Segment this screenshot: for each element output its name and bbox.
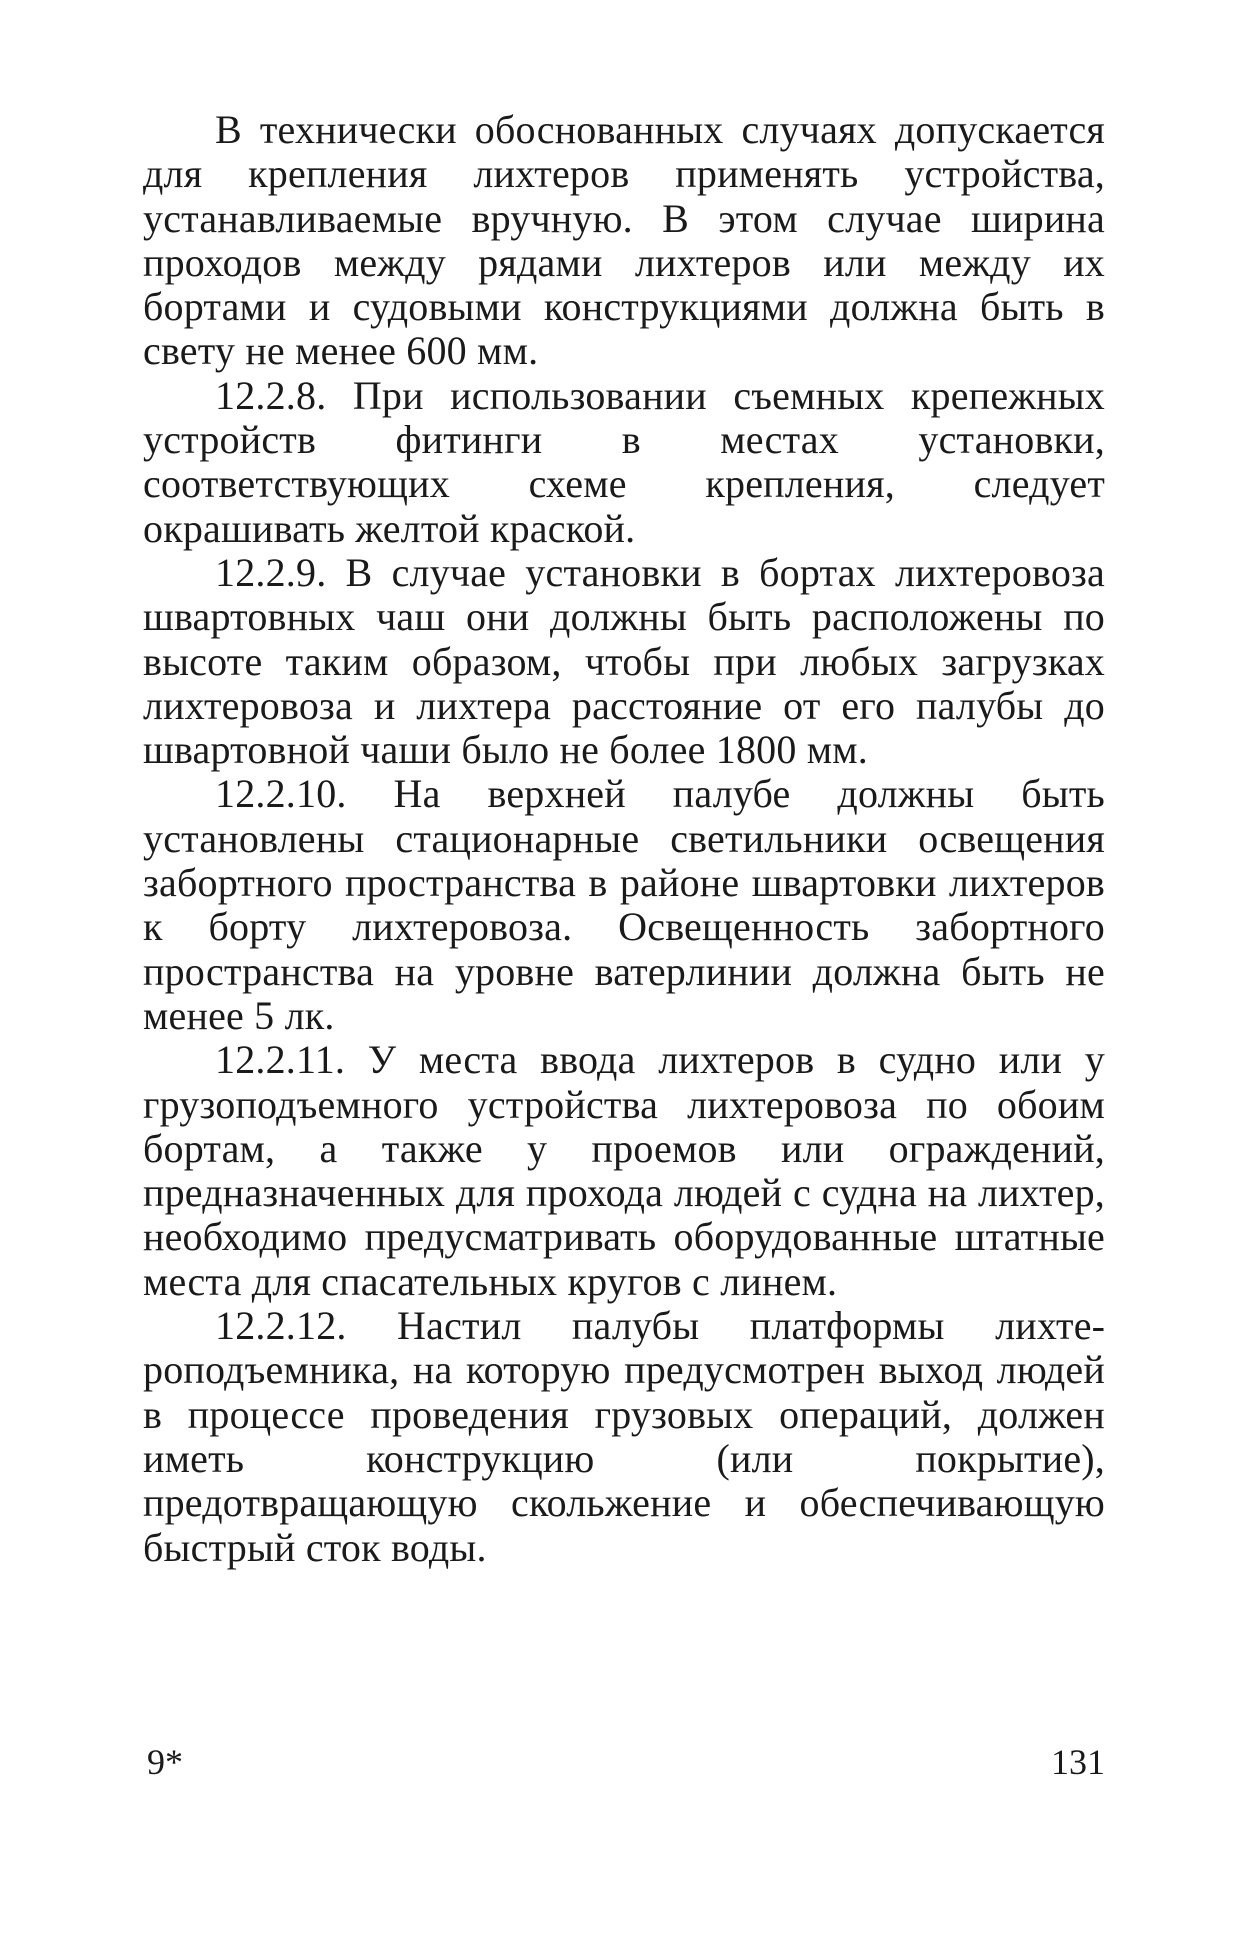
- paragraph-12-2-9: 12.2.9. В случае установки в бортах лихтеровоза швартовных чаш они должны быть расположены по высоте таким образом, чтобы при любых загрузках лихтеровоза и лихтера расстояние от его палубы до швартовной чаши было не более 1800 мм.: [143, 549, 1105, 773]
- paragraph-12-2-10: 12.2.10. На верхней палубе должны быть установлены стационарные светильники освещения забортного пространства в районе швартовки лихтеров к борту лихтеровоза. Освещенность забортного пространства на уровне ватерлинии должна быть не менее 5 лк.: [143, 771, 1105, 1038]
- paragraph-12-2-12: 12.2.12. Настил палубы платформы лихтероподъемника, на которую предусмотрен выход людей в процессе проведения грузовых операций, должен иметь конструкцию (или покрытие), предотвращающую скольжение и обеспечивающую быстрый сток воды.: [143, 1303, 1105, 1570]
- page-footer: [143, 1738, 1105, 1788]
- paragraph-12-2-8: 12.2.8. При использовании съемных крепежных устройств фитинги в местах установки, соответствующих схеме крепления, следует окрашивать желтой краской.: [143, 372, 1105, 551]
- page-number: 131: [1051, 1742, 1105, 1782]
- paragraph-intro: В технически обоснованных случаях допускается для крепления лихтеров применять устройства, устанавливаемые вручную. В этом случае ширина проходов между рядами лихтеров или между их бортами и судовыми конструкциями должна быть в свету не менее 600 мм.: [143, 107, 1105, 374]
- paragraph-12-2-11: 12.2.11. У места ввода лихтеров в судно или у грузоподъемного устройства лихтеровоза по обоим бортам, а также у проемов или ограждений, предназначенных для прохода людей с судна на лихтер, необходимо предусматривать оборудованные штатные места для спасательных кругов с линем.: [143, 1037, 1105, 1304]
- body-text: [143, 108, 1105, 1570]
- printer-signature: 9*: [147, 1742, 183, 1782]
